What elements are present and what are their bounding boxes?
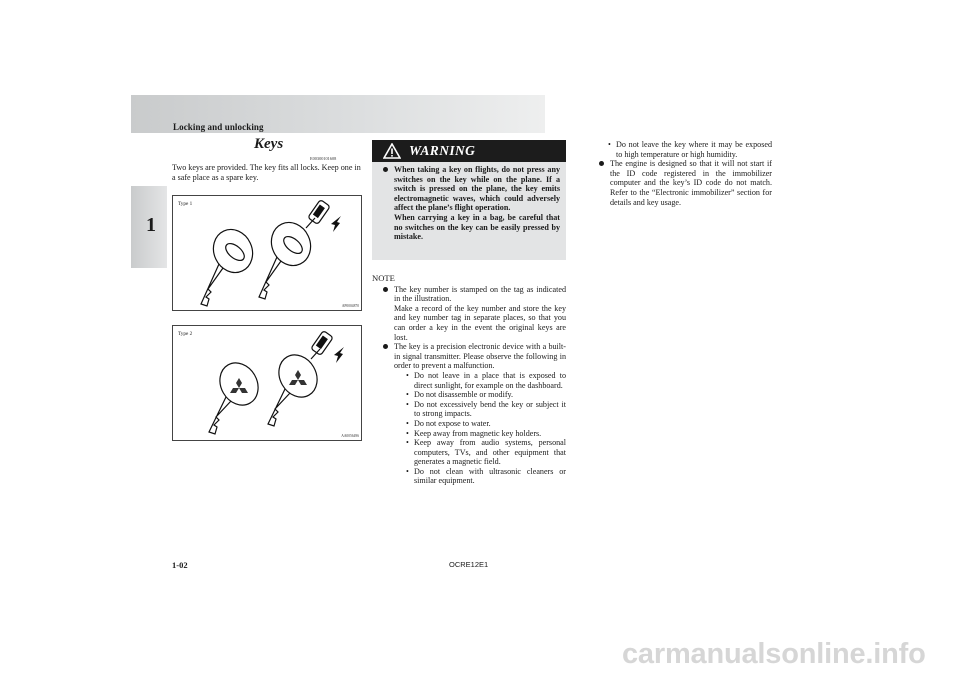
note-item-text: The key number is stamped on the tag as indicated in the illustration. xyxy=(394,284,566,304)
key-illustration-type-2 xyxy=(173,326,363,442)
note-section xyxy=(372,274,566,486)
section-title: Locking and unlocking xyxy=(173,122,264,132)
mitsubishi-logo-icon xyxy=(230,378,248,393)
warning-header xyxy=(372,140,566,162)
note-continued xyxy=(596,140,772,207)
note-subitem: • Do not disassemble or modify. xyxy=(406,390,514,400)
warning-paragraph: When taking a key on flights, do not press any switches on the key while on the plane. If a switch is pressed on the plane, the key emits electromagnetic waves, which could adversely affect the plane’s flight operation. xyxy=(394,165,560,213)
note-subitem: • Do not excessively bend the key or subject it to strong impacts. xyxy=(406,399,566,419)
note-subitem: • Do not leave the key where it may be exposed to high temperature or high humidity. xyxy=(608,140,772,159)
figure-code: AP0004870 xyxy=(341,304,359,308)
note-title: NOTE xyxy=(372,273,395,283)
note-subitem: • Do not clean with ultrasonic cleaners or similar equipment. xyxy=(406,466,566,486)
note-subitem: • Keep away from audio systems, personal computers, TVs, and other equipment that generates a magnetic field. xyxy=(406,438,566,467)
keys-intro-text: Two keys are provided. The key fits all locks. Keep one in a safe place as a spare key. xyxy=(172,163,361,182)
mitsubishi-logo-icon xyxy=(289,370,307,385)
note-subitem: • Do not expose to water. xyxy=(406,418,491,428)
keys-reference-code: E00300101608 xyxy=(310,156,337,161)
chapter-tab-number: 1 xyxy=(146,214,156,236)
note-item xyxy=(380,285,566,343)
figure-type-1 xyxy=(172,195,362,311)
key-illustration-type-1 xyxy=(173,196,363,312)
warning-triangle-icon xyxy=(383,143,401,159)
warning-box xyxy=(372,140,566,260)
keys-heading: Keys xyxy=(254,136,284,152)
note-item: The engine is designed so that it will not start if the ID code registered in the immobilizer computer and the key’s ID code do not match. Refer to the “Electronic immobilizer” section for details and key usage. xyxy=(596,159,772,207)
warning-title: WARNING xyxy=(409,143,476,158)
note-item xyxy=(380,342,566,486)
figure-label: Type 1 xyxy=(178,201,193,207)
figure-type-2 xyxy=(172,325,362,441)
note-subitem: • Keep away from magnetic key holders. xyxy=(406,428,542,438)
note-item-text: Make a record of the key number and store the key and key number tag in separate places, so that you can order a key in the event the original keys are lost. xyxy=(394,303,566,342)
note-subitem: • Do not leave in a place that is exposed to direct sunlight, for example on the dashboard. xyxy=(406,370,566,390)
warning-paragraph: When carrying a key in a bag, be careful that no switches on the key can be easily pressed by mistake. xyxy=(394,212,560,242)
watermark: carmanualsonline.info xyxy=(622,638,926,670)
figure-code: AA0056496 xyxy=(341,434,359,438)
warning-text xyxy=(380,165,560,242)
note-item-text: The key is a precision electronic device with a built-in signal transmitter. Please observe the following in order to prevent a malfunction. xyxy=(394,342,566,371)
figure-label: Type 2 xyxy=(178,331,193,337)
document-code: OCRE12E1 xyxy=(449,560,489,569)
page-number: 1-02 xyxy=(172,560,188,570)
